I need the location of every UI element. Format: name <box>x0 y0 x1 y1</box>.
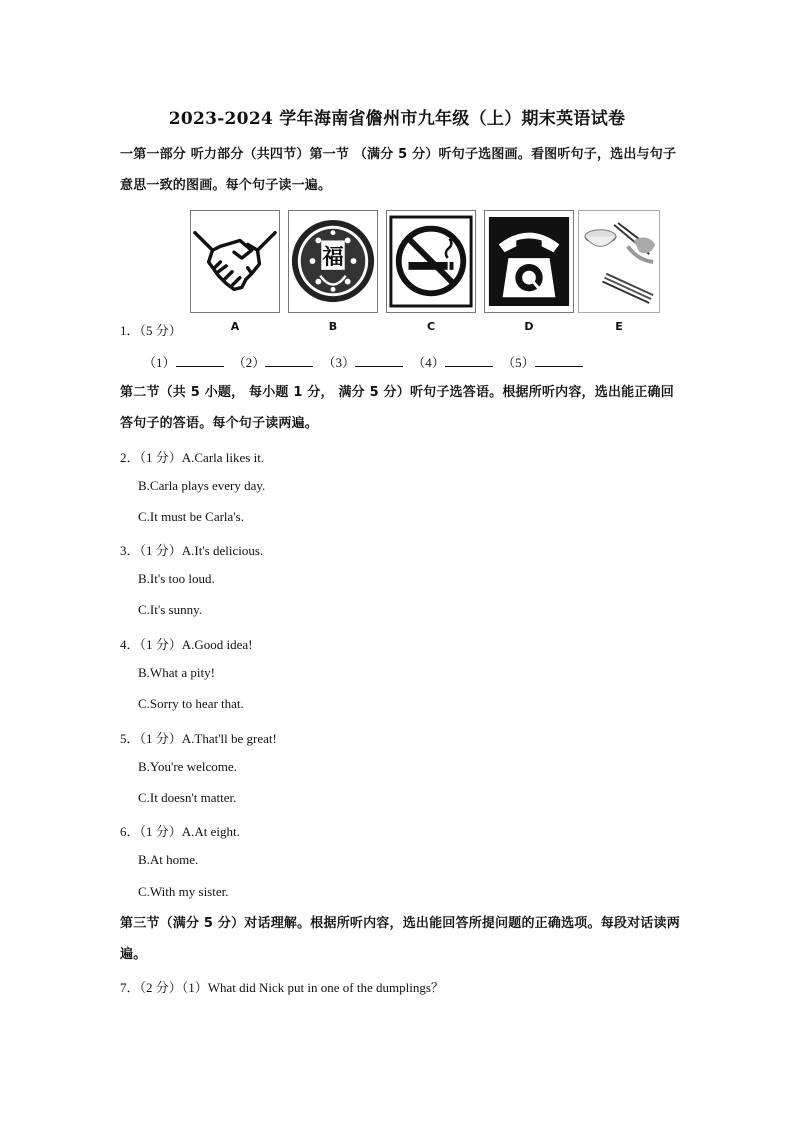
question-3: 3．（1 分）A.It's delicious. <box>120 543 264 558</box>
blank-label-2: （2） <box>232 355 266 370</box>
question-1-label: 1．（5 分） <box>120 323 182 338</box>
handshake-image <box>190 210 280 313</box>
part3-instruction: 第三节（满分 5 分）对话理解。根据所听内容，选出能回答所提问题的正确选项。每段对话读两遍。 <box>120 916 680 962</box>
no-smoking-image <box>386 210 476 313</box>
question-5-option-c: C.It doesn't matter. <box>138 790 237 805</box>
handshake-icon <box>191 211 279 312</box>
chopsticks-image <box>578 210 660 313</box>
question-6-option-c: C.With my sister. <box>138 884 229 899</box>
fu-papercut-icon <box>289 211 377 312</box>
image-label-b: B <box>328 320 338 333</box>
part2-instruction: 第二节（共 5 小题， 每小题 1 分， 满分 5 分）听句子选答语。根据所听内容，选出能正确回答句子的答语。每个句子读两遍。 <box>120 385 674 431</box>
question-2: 2．（1 分）A.Carla likes it. <box>120 450 265 465</box>
no-smoking-icon <box>387 211 475 312</box>
blank-label-5: （5） <box>502 355 535 370</box>
answer-blank-4[interactable] <box>445 354 493 367</box>
answer-blank-1[interactable] <box>176 354 224 367</box>
question-3-option-c: C.It's sunny. <box>138 602 202 617</box>
answer-blank-3[interactable] <box>355 354 403 367</box>
answer-blank-5[interactable] <box>535 354 583 367</box>
question-6: 6．（1 分）A.At eight. <box>120 824 240 839</box>
page-title: 2023-2024 学年海南省儋州市九年级（上）期末英语试卷 <box>168 109 626 129</box>
question-6-option-b: B.At home. <box>138 852 199 867</box>
question-4: 4．（1 分）A.Good idea! <box>120 637 253 652</box>
blank-label-4: （4） <box>412 355 445 370</box>
answer-blank-2[interactable] <box>265 354 313 367</box>
svg-text:福: 福 <box>322 244 344 270</box>
image-label-e: E <box>615 320 623 333</box>
telephone-icon <box>485 211 573 312</box>
image-label-c: C <box>426 320 436 333</box>
image-label-a: A <box>230 320 240 333</box>
chopsticks-icon <box>579 211 659 312</box>
telephone-image <box>484 210 574 313</box>
question-5-option-b: B.You're welcome. <box>138 759 237 774</box>
question-3-option-b: B.It's too loud. <box>138 571 215 586</box>
question-2-option-c: C.It must be Carla's. <box>138 509 244 524</box>
blank-label-3: （3） <box>322 355 356 370</box>
fu-papercut-image <box>288 210 378 313</box>
part1-instruction: 一第一部分 听力部分（共四节）第一节 （满分 5 分）听句子选图画。看图听句子，选出与句子意思一致的图画。每个句子读一遍。 <box>120 147 677 193</box>
image-label-d: D <box>524 320 534 333</box>
question-5: 5．（1 分）A.That'll be great! <box>120 731 277 746</box>
question-4-option-c: C.Sorry to hear that. <box>138 696 244 711</box>
question-7: 7．（2 分）（1）What did Nick put in one of the dumplings？ <box>120 980 444 995</box>
blank-label-1: （1） <box>143 355 176 370</box>
answer-blanks <box>143 352 589 371</box>
question-4-option-b: B.What a pity! <box>138 665 215 680</box>
question-2-option-b: B.Carla plays every day. <box>138 478 266 493</box>
